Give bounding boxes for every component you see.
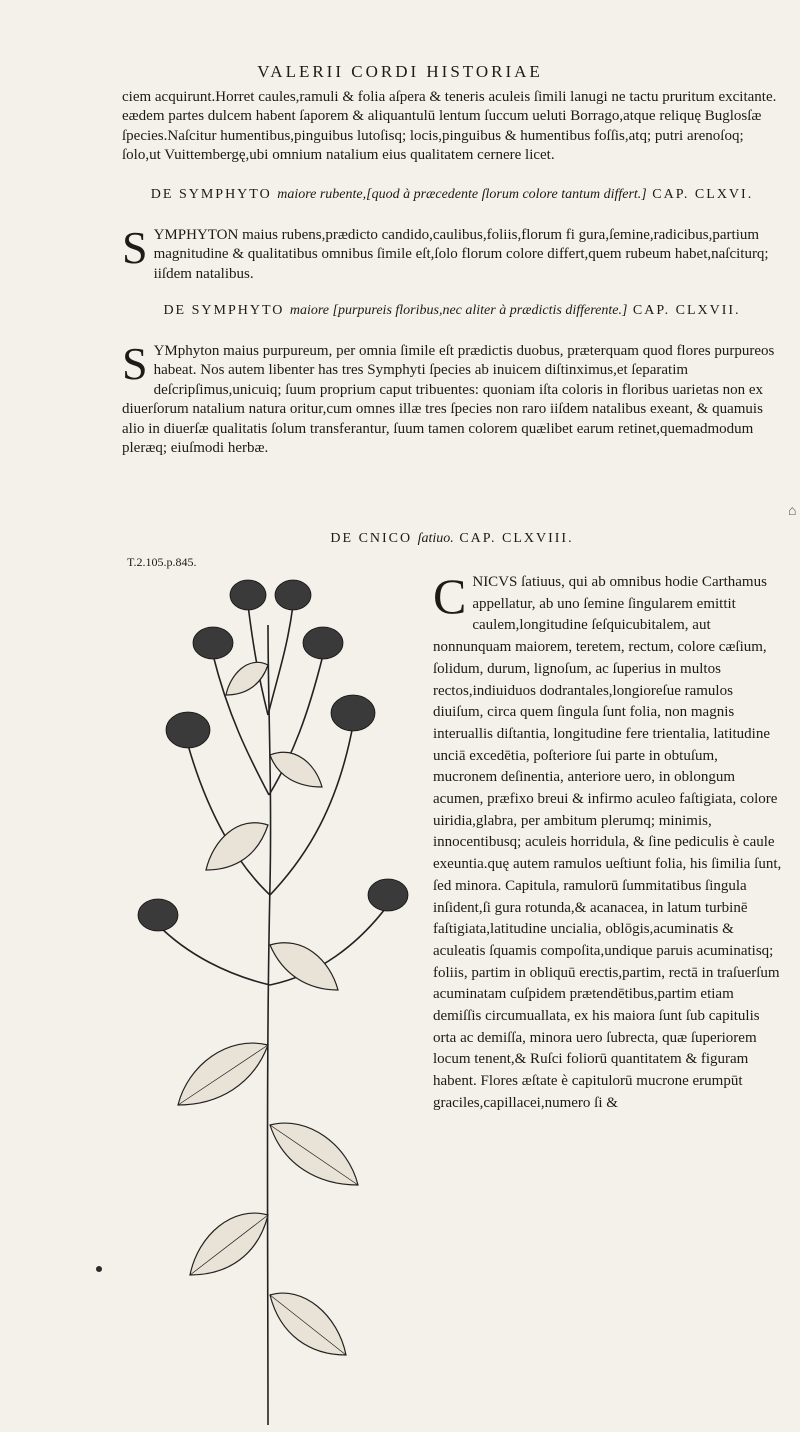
margin-dot [96, 1266, 102, 1272]
chapter-166-body [122, 222, 782, 284]
chapter-167-heading [122, 302, 782, 320]
main-stem [268, 625, 271, 1425]
chapter-166-initial: S [122, 222, 148, 273]
chapter-166-title: DE SYMPHYTO [150, 187, 272, 202]
chapter-166-text: YMPHYTON maius rubens,prædicto candido,caulibus,foliis,florum fi gura,ſemine,radicibus,partium magnitudine & qualitatibus omnibus ſimile eſt,ſolo florum colore differt,quem rubeum habet,naſciturq; iiſdem natalibus. [153, 227, 769, 282]
chapter-168-initial: C [433, 568, 467, 624]
chapter-168-subtitle: ſatiuo. [417, 531, 454, 546]
chapter-168-text: NICVS ſatiuus, qui ab omnibus hodie Carthamus appellatur, ab uno ſemine ſingularem emittit caulem,longitudine ſeſquicubitalem, aut nonnunquam maiorem, teretem, rectum, colore cæſium, ſolidum, durum, lignoſum, ac ſuperius in multos rectos,indiuiduos dodrantales,longioreſue ramulos diuiſum, circa quem ſingula ſunt folia, non magnis interuallis diſtantia, longitudine fere trientalia, latitudine unciā excedētia, poſteriore ſui parte in obtuſum, mucronem deſinentia, anteriore uero, in oblongum acumen, præfixo breui & infirmo aculeo faſtigiata, colore uiridia,glabra, per ambitum plerumq; minimis, innocentibusq; aculeis horridula, & ſine pediculis è caule exeuntia.quę autem ramulos ueſtiunt folia, his ſimilia ſunt, ſed minora. Capitula, ramulorū ſummitatibus ſingula inſident,ſi gura rotunda,& acanacea, in latum turbinē faſtigiata,latitudine uncialia, oblōgis,acuminatis & aculeatis ſquamis compoſita,undique paruis acuminatisq; foliis, partim in obliquū erectis,partim, rectā in traſuerſum acuminatam cuſpidem prætendētibus,partim etiam demiſſis circumuallata, ex his maiora ſunt ſub capitulis orta ac demiſſa, minora uero ſubrecta, quæ ſuperiorem locum tenent,& Ruſci foliorū quantitatem & figuram habent. Flores æſtate è capitulorū mucrone erumpūt graciles,capillacei,numero ſi & [433, 574, 782, 1111]
chapter-166-subtitle: maiore rubente,[quod à præcedente ſlorum colore tantum differt.] [277, 187, 647, 202]
chapter-167-initial: S [122, 338, 148, 389]
chapter-168-body [433, 568, 785, 1115]
chapter-168-title: DE CNICO [330, 531, 413, 546]
chapter-168-heading [122, 530, 782, 548]
intro-paragraph [122, 88, 782, 166]
chapter-167-text: YMphyton maius purpureum, per omnia ſimile eſt prædictis duobus, præterquam quod flores purpureos habeat. Nos autem libenter has tres Symphyti ſpecies ab inuicem diſtinximus,et ſeparatim deſcripſimus,unicuiq; ſuum proprium caput tribuentes: quoniam iſta coloris in floribus uarietas non ex diuerſorum natalium natura oritur,cum omnes illæ tres ſpecies non raro iiſdem natalibus exeant, & quamuis alio in diuerſæ qualitatis ſolum transferantur, ſuum tamen colorem quælibet earum retinet,quemadmodum pleræq; eiuſmodi herbæ. [122, 343, 775, 457]
chapter-167-subtitle: maiore [purpureis floribus,nec aliter à prædictis differente.] [289, 303, 628, 318]
intro-text: ciem acquirunt.Horret caules,ramuli & folia aſpera & teneris aculeis ſimili lanugi ne tactu pruritum excitante. eædem partes dulcem habent ſaporem & aliquantulū lentum ſuccum ueluti Borrago,atque reliquę Buglosſæ ſpecies.Naſcitur humentibus,pinguibus lutoſisq; locis,pinguibus & humentibus foſſis,atq; putri arenoſoq; ſolo,ut Vuittembergę,ubi omnium natalium eius qualitatem cernere licet. [122, 89, 777, 164]
carthamus-woodcut-illustration [118, 565, 428, 1425]
chapter-168-cap: CAP. CLXVIII. [459, 531, 574, 546]
running-head: VALERII CORDI HISTORIAE [257, 62, 543, 81]
chapter-167-body [122, 338, 782, 458]
chapter-166-heading [122, 186, 782, 204]
margin-mark: ⌂ [788, 504, 797, 519]
chapter-166-cap: CAP. CLXVI. [652, 187, 754, 202]
chapter-168-reference: T.2.105.p.845. [127, 555, 197, 569]
chapter-167-title: DE SYMPHYTO [163, 303, 285, 318]
chapter-167-cap: CAP. CLXVII. [632, 303, 741, 318]
